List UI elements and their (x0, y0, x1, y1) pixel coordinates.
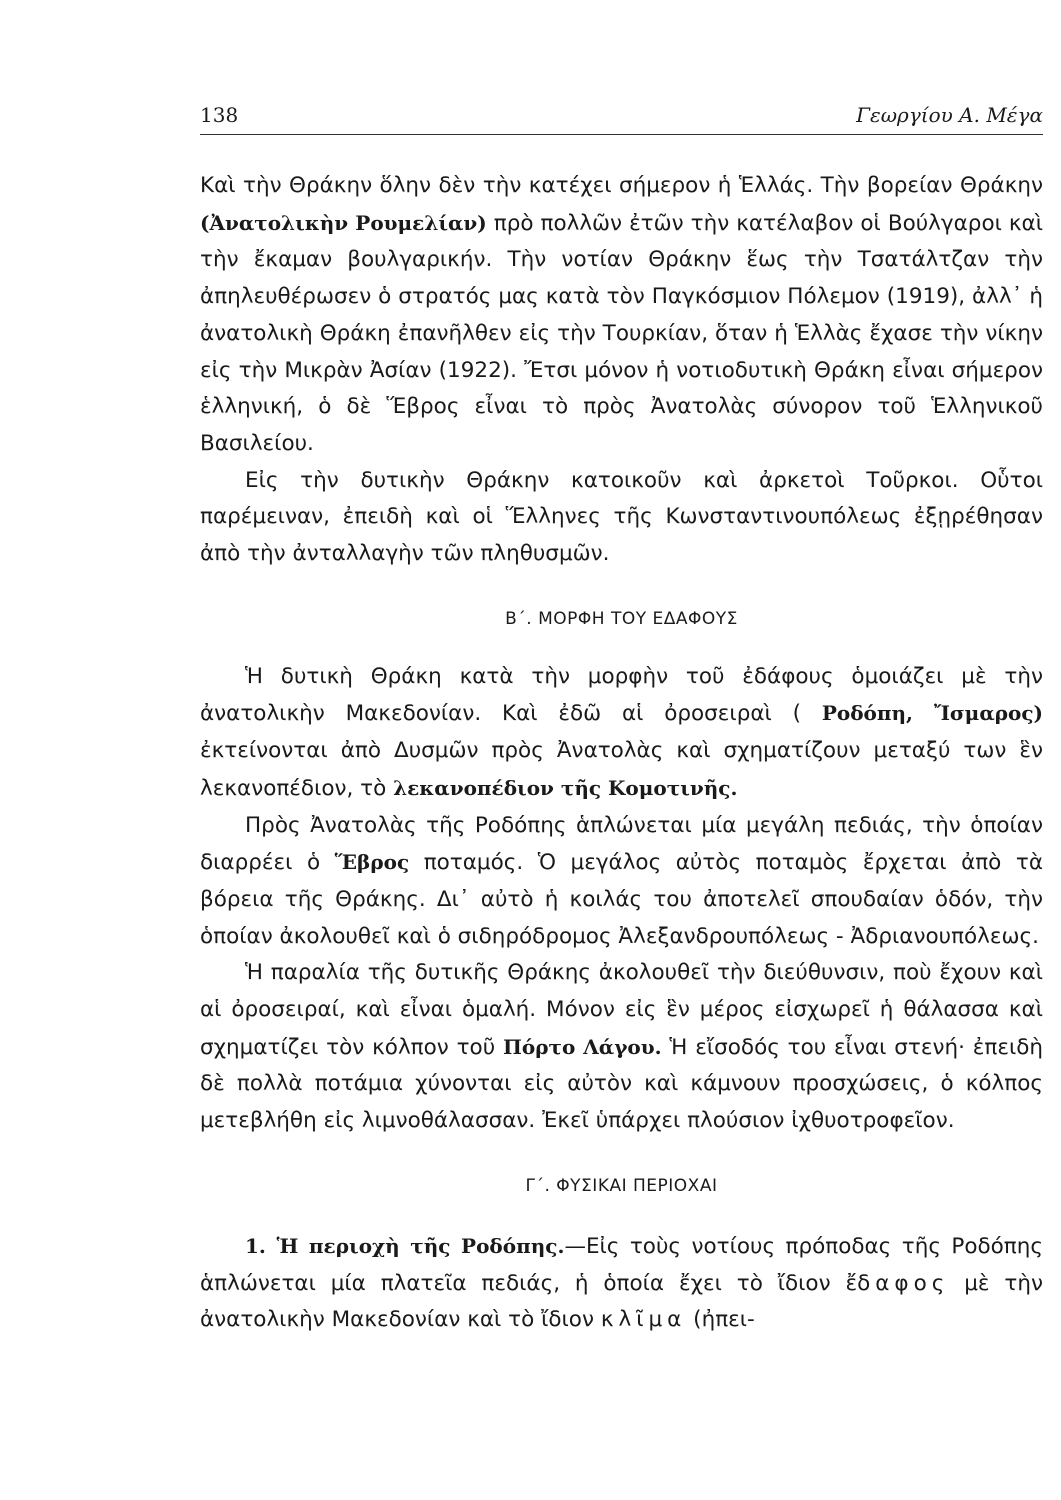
paragraph-6-text-b: μὲ τὴν ἀνατολικὴν Μακεδονίαν καὶ τὸ ἴδιον (200, 1270, 1043, 1333)
book-page (200, 100, 1043, 1480)
paragraph-5 (200, 955, 1043, 1140)
bold-term-rodopi-ismaros: Ροδόπη, Ἴσμαρος) (821, 701, 1043, 726)
bold-subheading-rodopi-region: 1. Ἡ περιοχὴ τῆς Ροδόπης. (245, 1233, 565, 1258)
paragraph-1-text-a: Καὶ τὴν Θράκην ὅλην δὲν τὴν κατέχει σήμερον ἡ Ἑλλάς. Τὴν βορείαν Θράκην (200, 173, 1043, 198)
paragraph-6-text-a: —Εἰς τοὺς νοτίους πρόποδας τῆς Ροδόπης ἁπλώνεται μία πλατεῖα πεδιάς, ἡ ὁποία ἔχει τὸ ἴδιον ἔ (200, 1233, 1043, 1296)
paragraph-4-text-a: Πρὸς Ἀνατολὰς τῆς Ροδόπης ἁπλώνεται μία μεγάλη πεδιάς, τὴν ὁποίαν διαρρέει ὁ (200, 812, 1043, 876)
paragraph-1 (200, 168, 1043, 463)
paragraph-6-text-c: (ἠπει- (686, 1307, 755, 1333)
paragraph-4-text-b: ποταμός. Ὁ μεγάλος αὐτὸς ποταμὸς ἔρχεται ἀπὸ τὰ βόρεια τῆς Θράκης. Δι᾽ αὐτὸ ἡ κοιλάς του ἀποτελεῖ σπουδαίαν ὁδόν, τὴν ὁποίαν ἀκολουθεῖ καὶ ὁ σιδηρόδρομος Ἀλεξανδρουπόλεως - Ἀδριανουπόλεως. (200, 850, 1043, 949)
paragraph-3 (200, 659, 1043, 808)
bold-term-porto-lagos: Πόρτο Λάγου. (503, 1034, 662, 1059)
paragraph-3-text-a: Ἡ δυτικὴ Θράκη κατὰ τὴν μορφὴν τοῦ ἐδάφους ὁμοιάζει μὲ τὴν ἀνατολικὴν Μακεδονίαν. Καὶ ἐδῶ αἱ ὀροσειραὶ ( (200, 663, 1043, 727)
bold-term-anatoliki-roumelia: (Ἀνατολικὴν Ρουμελίαν) (200, 210, 487, 235)
paragraph-5-text-a: Ἡ παραλία τῆς δυτικῆς Θράκης ἀκολουθεῖ τὴν διεύθυνσιν, ποὺ ἔχουν καὶ αἱ ὀροσειραί, καὶ εἶναι ὁμαλή. Μόνον εἰς ἓν μέρος εἰσχωρεῖ ἡ θάλασσα καὶ σχηματίζει τὸν κόλπον τοῦ (200, 960, 1043, 1060)
section-heading-b: Β΄. ΜΟΡΦΗ ΤΟΥ ΕΔΑΦΟΥΣ (505, 608, 738, 629)
page-header (200, 100, 1043, 135)
paragraph-1-text-b: πρὸ πολλῶν ἐτῶν τὴν κατέλαβον οἱ Βούλγαροι καὶ τὴν ἔκαμαν βουλγαρικήν. Τὴν νοτίαν Θράκην ἕως τὴν Τσατάλτζαν τὴν ἀπηλευθέρωσεν ὁ στρατός μας κατὰ τὸν Παγκόσμιον Πόλεμον (1919), ἀλλ᾽ ἡ ἀνατολικὴ Θράκη ἐπανῆλθεν εἰς τὴν Τουρκίαν, ὅταν ἡ Ἑλλὰς ἔχασε τὴν νίκην εἰς τὴν Μικρὰν Ἀσίαν (1922). Ἔτσι μόνον ἡ νοτιοδυτικὴ Θράκη εἶναι σήμερον ἑλληνική, ὁ δὲ Ἕβρος εἶναι τὸ πρὸς Ἀνατολὰς σύνορον τοῦ Ἑλληνικοῦ Βασιλείου. (200, 210, 1043, 456)
running-head: Γεωργίου Α. Μέγα (856, 103, 1043, 127)
bold-term-komotini-basin: λεκανοπέδιον τῆς Κομοτινῆς. (393, 775, 738, 800)
paragraph-5-text-b: Ἡ εἴσοδός του εἶναι στενή· ἐπειδὴ δὲ πολλὰ ποτάμια χύνονται εἰς αὐτὸν καὶ κάμνουν προσχώσεις, ὁ κόλπος μετεβλήθη εἰς λιμνοθάλασσαν. Ἐκεῖ ὑπάρχει πλούσιον ἰχθυοτροφεῖον. (200, 1034, 1043, 1134)
page-body (200, 168, 1043, 1339)
section-heading-c: Γ΄. ΦΥΣΙΚΑΙ ΠΕΡΙΟΧΑΙ (525, 1175, 718, 1196)
spaced-term-edafos: δαφος (857, 1270, 950, 1296)
spaced-term-klima: κλῖμα (600, 1307, 687, 1333)
paragraph-6 (200, 1228, 1043, 1339)
paragraph-2 (200, 463, 1043, 573)
bold-term-evros: Ἕβρος (334, 850, 410, 875)
paragraph-4 (200, 808, 1043, 956)
paragraph-2-text: Εἰς τὴν δυτικὴν Θράκην κατοικοῦν καὶ ἀρκετοὶ Τοῦρκοι. Οὗτοι παρέμειναν, ἐπειδὴ καὶ οἱ Ἕλληνες τῆς Κωνσταντινουπόλεως ἐξῃρέθησαν ἀπὸ τὴν ἀνταλλαγὴν τῶν πληθυσμῶν. (200, 467, 1043, 567)
page-number: 138 (200, 103, 239, 127)
paragraph-3-text-b: ἐκτείνονται ἀπὸ Δυσμῶν πρὸς Ἀνατολὰς καὶ σχηματίζουν μεταξύ των ἓν λεκανοπέδιον, τὸ (200, 738, 1043, 801)
